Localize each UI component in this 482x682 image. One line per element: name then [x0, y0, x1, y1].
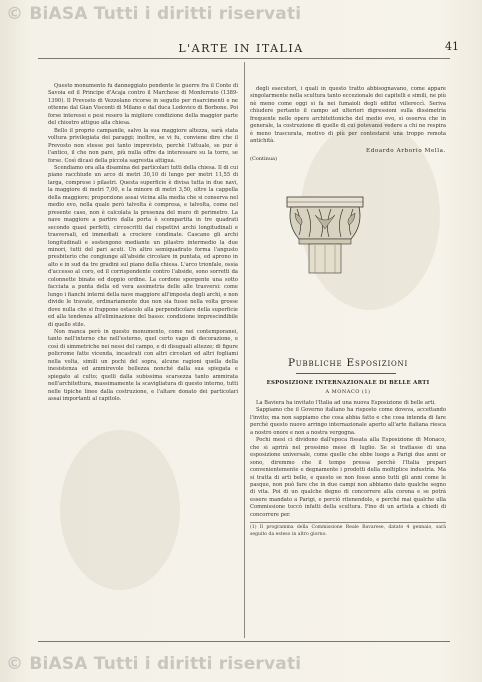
running-title: L'ARTE IN ITALIA	[178, 42, 304, 55]
paragraph: Sappiamo che il Governo italiano ha risposto come doveva, accettando l'invito; ma non sappiamo che cosa abbia fatto e che cosa intenda di fare perchè questo nuovo arringo internazionale aperto all'arte italiana riesca a nostro onore e non a nostra vergogna.	[250, 407, 446, 436]
left-column	[48, 83, 238, 638]
paragraph: Scendiamo ora alla disamina dei particolari tutti della chiesa. Il di cui piano racchiude un arco di metri 30,10 di lungo per metri 11,55 di larga, comprese i pilastri. Questa superficie è divisa tutta in due navi, la maggiore di metri 7,00, e la minore di metri 3,50, oltre la cappella della maggiore; proporzione assai vicina alla media che si conserva nel medio evo, nella quale però talvolta è compresa, e talvolta, come nel presente caso, non è calcolata la presenza del muro di perimetro. La nave maggiore a partire dalla porta è scompartita in tre quadrati secondo quasi perfetti, circoscritti dai rispettivi archi longitudinali e trasversali, ed immediati a crociere condinate. Cascano gli archi longitudinali e sostengono mediante un pilastro intermedio la due minori, tutti del pari acuti. Un altro semiquadrato forma l'angusto presbiterio che congiunge all'abside circolare in puntata, ed aprono in alto e in sud da tre gradini sul piano della chiesa. L'arco trionfale, ossia d'accesso al coro, ed il corrispondente contro l'abside, sono sorretti da colonnette binate ed doppio ordine. La cordone sporgente una sotto facciata a punta della ed vera assimetria delle alle trasversi: come lungo i fianchi interni della nave maggiore all'imposta degli archi, e non divide le travate, ordinariamente due non sia fusse nella volta grosse dove nulla che si frappone ostacolo alla perpendicolare della superficie ed alla tendenza all'eliminazione del basso: condizione imprescindibile di quello stile.	[48, 164, 238, 328]
paragraph: Bello il proprio campanile, salvo la sua maggiore altezza, sarà stata voltura privilegiata dei paraggi; inoltre, se vi fu, conviene dire che il Prevosto non stesse poi tanto imprevisto, perchè l'attuale, se pur è l'antico, il che non pare, più nulla offre da interessare su la torre, se forse. Così dicasi della piccola sagrestia attigua.	[48, 127, 238, 164]
paragraph: La Baviera ha invitato l'Italia ad una nuova Esposizione di belle arti.	[256, 400, 436, 406]
watermark-bottom: © BiASA Tutti i diritti riservati	[6, 654, 302, 674]
title-rule	[296, 373, 396, 374]
paragraph: Pochi mesi ci dividono dall'epoca fissata alla Esposizione di Monaco, che si aprirà nel prossimo mese di luglio. Se si trattasse di una esposizione universale, come quelle che ebbe luogo a Parigi due anni or sono, diremmo che il tempo pressa perchè l'Italia prepari convenientemente e degnamente i prodotti della moltiplice industria. Ma si tratta di arti belle, e questo se non fosse anno tutti gli anni come le pasque, non può fare che in due campi non abbiamo dato qualche segno di vita. Poi di un qualche degno di concorrere alla corona e se potrà essere mandato a Parigi, e perciò ritenendolo, e perché mai qualche ulla Commissione toccò infatti della scultura. Fino di un artista a chiedi di concorrere per.	[250, 437, 446, 518]
continues-note: (Continua)	[250, 155, 277, 162]
paragraph: Questo monumento fu danneggiato pendente le guerre fra il Conte di Savoia ed il Principe d'Acaja contro il Marchese di Monferrato (1389-1390). Il Prevosto di Vezzolano ricorse in seguito per risarcimenti e ne ottenne dal Gian Visconti di Milano e dal duca Lodovico di Borbone. Poi forse interessi e pesi resero la migliore condizione della maggior parte del chiostro attiguo alla chiesa.	[48, 83, 238, 127]
watermark-top: © BiASA Tutti i diritti riservati	[6, 4, 302, 24]
author-signature: Edoardo Arborio Mella.	[366, 147, 446, 154]
section-subtitle: ESPOSIZIONE INTERNAZIONALE DI BELLE ARTI	[266, 380, 430, 386]
column-capital-illustration	[285, 195, 365, 275]
column-divider	[244, 62, 245, 638]
footer-rule	[38, 641, 450, 642]
section-title: Pubbliche Esposizioni	[287, 357, 409, 369]
capital-engraving	[285, 195, 365, 275]
paragraph: degli esecutori, i quali in questo tratto abbisognavano, come appare singolarmente nella scultura tanto eccezionale dei capitelli e simili, ne più nè meno come oggi si fa nei fumaioli degli edifizi villereccì. Seriva chiudere pertanto il campo ad ulteriori digressioni sulla dissimetria frequente nelle opere architettoniche del medio evo, si osserva che in generale, la costruzione di quelle di cui potevansi vedere a chi ne respira è meno trascurata, motivo di più per contestarsi una troppo remota antichità.	[250, 86, 446, 145]
paragraph: Non manca però in questo monumento, come nei contemporanei, tanto nell'interno che nell'esterno, quel certo vago di decorazione, e così di simmetriche nei nessi del campo, e di disuguali altezze; di figure policrome fatte vicenda, incastrati con altri circolari ed altri fogliami nella volta, simili un pochi del sopra, alcune ragioni quella della inesistenza ed ammirevole bellezza nonché dalla sua spiegata e spiegato al culto; quelli dalla subissima scarsezza tanto ammirata nell'architettura, massimamente la scavigliatura di questo interno, tutti nelle tipiche linee dalla costruzione, e l'altare donato dei particolari assai importanti al capitolo.	[48, 328, 238, 403]
page-number: 41	[445, 40, 459, 53]
section-place: A MONACO (1)	[325, 389, 371, 395]
right-column-bottom	[250, 400, 446, 638]
footnote: (1) Il programma della Commissione Reale Bavarese, datato 4 gennaio, sarà seguito da esteso in altro giorno.	[250, 522, 446, 538]
header-rule	[38, 58, 450, 59]
